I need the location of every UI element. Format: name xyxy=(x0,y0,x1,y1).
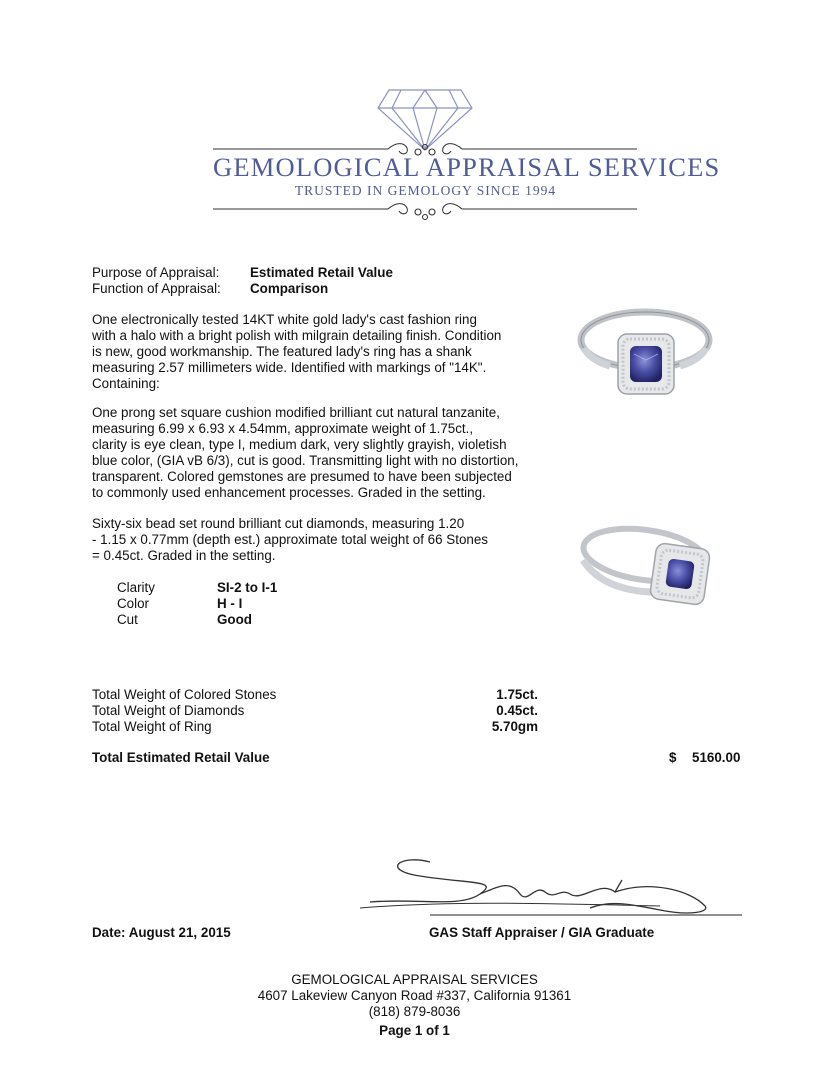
function-label: Function of Appraisal: xyxy=(92,281,221,296)
purpose-label: Purpose of Appraisal: xyxy=(92,265,220,280)
ring-front-photo xyxy=(570,300,720,410)
company-name: GEMOLOGICAL APPRAISAL SERVICES xyxy=(213,152,721,182)
currency-symbol: $ xyxy=(669,750,677,765)
ring-side-photo xyxy=(575,510,725,620)
footer-address: 4607 Lakeview Canyon Road #337, California 91361 xyxy=(257,988,572,1003)
retail-value-label: Total Estimated Retail Value xyxy=(92,750,270,765)
function-value: Comparison xyxy=(250,281,329,296)
cut-label: Cut xyxy=(117,612,138,627)
page-number: Page 1 of 1 xyxy=(379,1023,450,1038)
diamonds-description: Sixty-six bead set round brilliant cut diamonds, measuring 1.20 - 1.15 x 0.77mm (depth est.) approximate total weight of 66 Stones = 0.45ct. Graded in the setting. xyxy=(92,516,488,564)
diamond-icon xyxy=(378,90,472,150)
clarity-value: SI-2 to I-1 xyxy=(217,580,278,595)
ornament-bottom xyxy=(213,204,637,220)
colored-stones-weight-value: 1.75ct. xyxy=(496,687,538,702)
color-value: H - I xyxy=(217,596,243,611)
signature xyxy=(360,850,750,920)
cut-value: Good xyxy=(217,612,252,627)
purpose-value: Estimated Retail Value xyxy=(250,265,393,280)
ring-weight-label: Total Weight of Ring xyxy=(92,719,212,734)
diamonds-weight-value: 0.45ct. xyxy=(496,703,538,718)
color-label: Color xyxy=(117,596,149,611)
appraiser-title: GAS Staff Appraiser / GIA Graduate xyxy=(429,925,655,940)
ring-description: One electronically tested 14KT white gold lady's cast fashion ring with a halo with a bright polish with milgrain detailing finish. Condition is new, good workmanship. The featured lady's ring has a shank measuring 2.57 millimeters wide. Identified with markings of "14K". Containing: xyxy=(92,312,502,392)
clarity-label: Clarity xyxy=(117,580,155,595)
company-tagline: TRUSTED IN GEMOLOGY SINCE 1994 xyxy=(294,183,557,198)
ring-weight-value: 5.70gm xyxy=(491,719,538,734)
footer-phone: (818) 879-8036 xyxy=(368,1004,461,1019)
footer-company: GEMOLOGICAL APPRAISAL SERVICES xyxy=(291,972,538,987)
retail-value-amount: 5160.00 xyxy=(692,750,741,765)
tanzanite-description: One prong set square cushion modified brilliant cut natural tanzanite, measuring 6.99 x 6.93 x 4.54mm, approximate weight of 1.75ct., clarity is eye clean, type I, medium dark, very slightly grayish, violetish blue color, (GIA vB 6/3), cut is good. Transmitting light with no distortion, transparent. Colored gemstones are presumed to have been subjected to commonly used enhancement processes. Graded in the setting. xyxy=(92,405,519,501)
appraisal-date: Date: August 21, 2015 xyxy=(92,925,231,940)
diamonds-weight-label: Total Weight of Diamonds xyxy=(92,703,245,718)
colored-stones-weight-label: Total Weight of Colored Stones xyxy=(92,687,277,702)
